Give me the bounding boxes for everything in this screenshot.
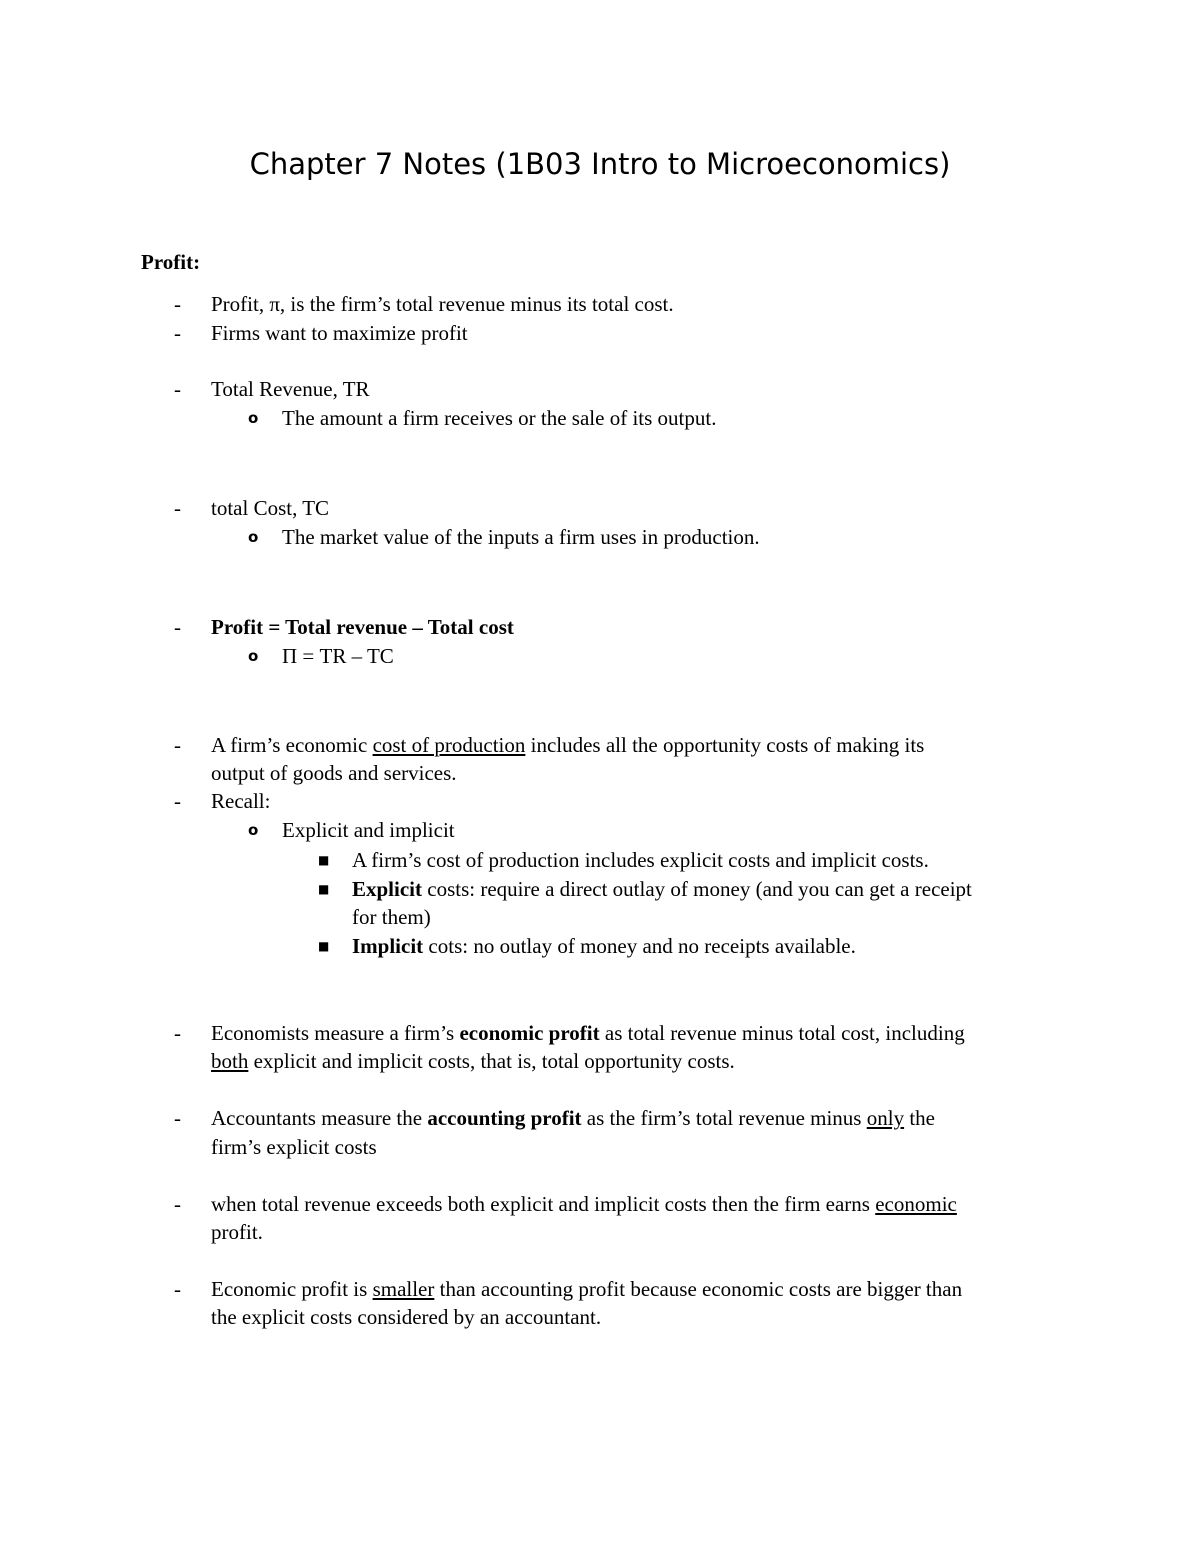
list-item-continuation xyxy=(211,1218,263,1247)
list-item xyxy=(174,1190,957,1219)
item-text: A firm’s cost of production includes explicit costs and implicit costs. xyxy=(352,848,929,872)
list-item xyxy=(318,932,856,961)
list-item-continuation xyxy=(211,1303,601,1332)
dash-bullet-icon: - xyxy=(174,733,181,757)
square-bullet-icon: ■ xyxy=(318,882,330,896)
item-text: the explicit costs considered by an accountant. xyxy=(211,1305,602,1329)
bold-term: economic profit xyxy=(459,1021,600,1045)
list-item xyxy=(174,731,925,760)
dash-bullet-icon: - xyxy=(174,615,181,639)
page-title: Chapter 7 Notes (1B03 Intro to Microeconomics) xyxy=(249,147,951,181)
item-text: than accounting profit because economic costs are bigger than xyxy=(434,1277,963,1301)
item-text: Profit, π, is the firm’s total revenue minus its total cost. xyxy=(211,292,674,316)
list-item xyxy=(174,1104,935,1133)
item-text: Firms want to maximize profit xyxy=(211,321,468,345)
list-item xyxy=(174,1019,965,1048)
item-text: The market value of the inputs a firm uses in production. xyxy=(282,525,760,549)
list-item xyxy=(174,494,330,523)
list-item xyxy=(248,404,717,433)
item-text: explicit and implicit costs, that is, total opportunity costs. xyxy=(248,1049,735,1073)
list-item xyxy=(248,523,760,552)
list-item-continuation xyxy=(211,1133,377,1162)
dash-bullet-icon: - xyxy=(174,321,181,345)
item-text: Economic profit is xyxy=(211,1277,373,1301)
dash-bullet-icon: - xyxy=(174,789,181,813)
item-text: for them) xyxy=(352,905,431,929)
item-text: The amount a firm receives or the sale of its output. xyxy=(282,406,717,430)
list-item xyxy=(174,375,370,404)
list-item xyxy=(174,1275,963,1304)
item-text: total Cost, TC xyxy=(211,496,330,520)
underlined-term: only xyxy=(866,1106,905,1130)
list-item xyxy=(174,787,271,816)
dash-bullet-icon: - xyxy=(174,292,181,316)
dash-bullet-icon: - xyxy=(174,1277,181,1301)
item-text: Explicit and implicit xyxy=(282,818,455,842)
list-item xyxy=(174,290,674,319)
item-text: as the firm’s total revenue minus xyxy=(581,1106,867,1130)
list-item xyxy=(318,875,972,904)
dash-bullet-icon: - xyxy=(174,1192,181,1216)
list-item xyxy=(248,642,394,671)
item-text: as total revenue minus total cost, including xyxy=(599,1021,965,1045)
list-item xyxy=(318,846,929,875)
dash-bullet-icon: - xyxy=(174,377,181,401)
underlined-term: both xyxy=(211,1049,249,1073)
bold-term: Implicit xyxy=(352,934,424,958)
list-item xyxy=(248,816,455,845)
section-heading-profit: Profit: xyxy=(141,250,201,274)
item-text: profit. xyxy=(211,1220,263,1244)
item-text: A firm’s economic xyxy=(211,733,373,757)
circle-bullet-icon: o xyxy=(248,821,259,839)
list-item xyxy=(174,319,468,348)
dash-bullet-icon: - xyxy=(174,1106,181,1130)
dash-bullet-icon: - xyxy=(174,1021,181,1045)
item-text: the xyxy=(904,1106,935,1130)
list-item-continuation xyxy=(211,1047,735,1076)
item-text: Total Revenue, TR xyxy=(211,377,370,401)
item-text: Accountants measure the xyxy=(211,1106,428,1130)
square-bullet-icon: ■ xyxy=(318,853,330,867)
item-text: costs: require a direct outlay of money (and you can get a receipt xyxy=(422,877,972,901)
item-text: firm’s explicit costs xyxy=(211,1135,377,1159)
underlined-term: economic xyxy=(875,1192,957,1216)
item-text: cots: no outlay of money and no receipts available. xyxy=(423,934,856,958)
square-bullet-icon: ■ xyxy=(318,939,330,953)
list-item-continuation xyxy=(352,903,431,932)
list-item-continuation xyxy=(211,759,457,788)
bold-term: accounting profit xyxy=(427,1106,582,1130)
item-text: output of goods and services. xyxy=(211,761,457,785)
profit-formula: Profit = Total revenue – Total cost xyxy=(211,615,514,639)
underlined-term: smaller xyxy=(372,1277,435,1301)
dash-bullet-icon: - xyxy=(174,496,181,520)
item-text: includes all the opportunity costs of making its xyxy=(525,733,925,757)
circle-bullet-icon: o xyxy=(248,528,259,546)
item-text: Economists measure a firm’s xyxy=(211,1021,460,1045)
circle-bullet-icon: o xyxy=(248,409,259,427)
item-text: when total revenue exceeds both explicit and implicit costs then the firm earns xyxy=(211,1192,876,1216)
pi-formula: Π = TR – TC xyxy=(282,644,394,668)
bold-term: Explicit xyxy=(352,877,423,901)
circle-bullet-icon: o xyxy=(248,647,259,665)
underlined-term: cost of production xyxy=(372,733,526,757)
item-text: Recall: xyxy=(211,789,271,813)
list-item xyxy=(174,613,514,642)
